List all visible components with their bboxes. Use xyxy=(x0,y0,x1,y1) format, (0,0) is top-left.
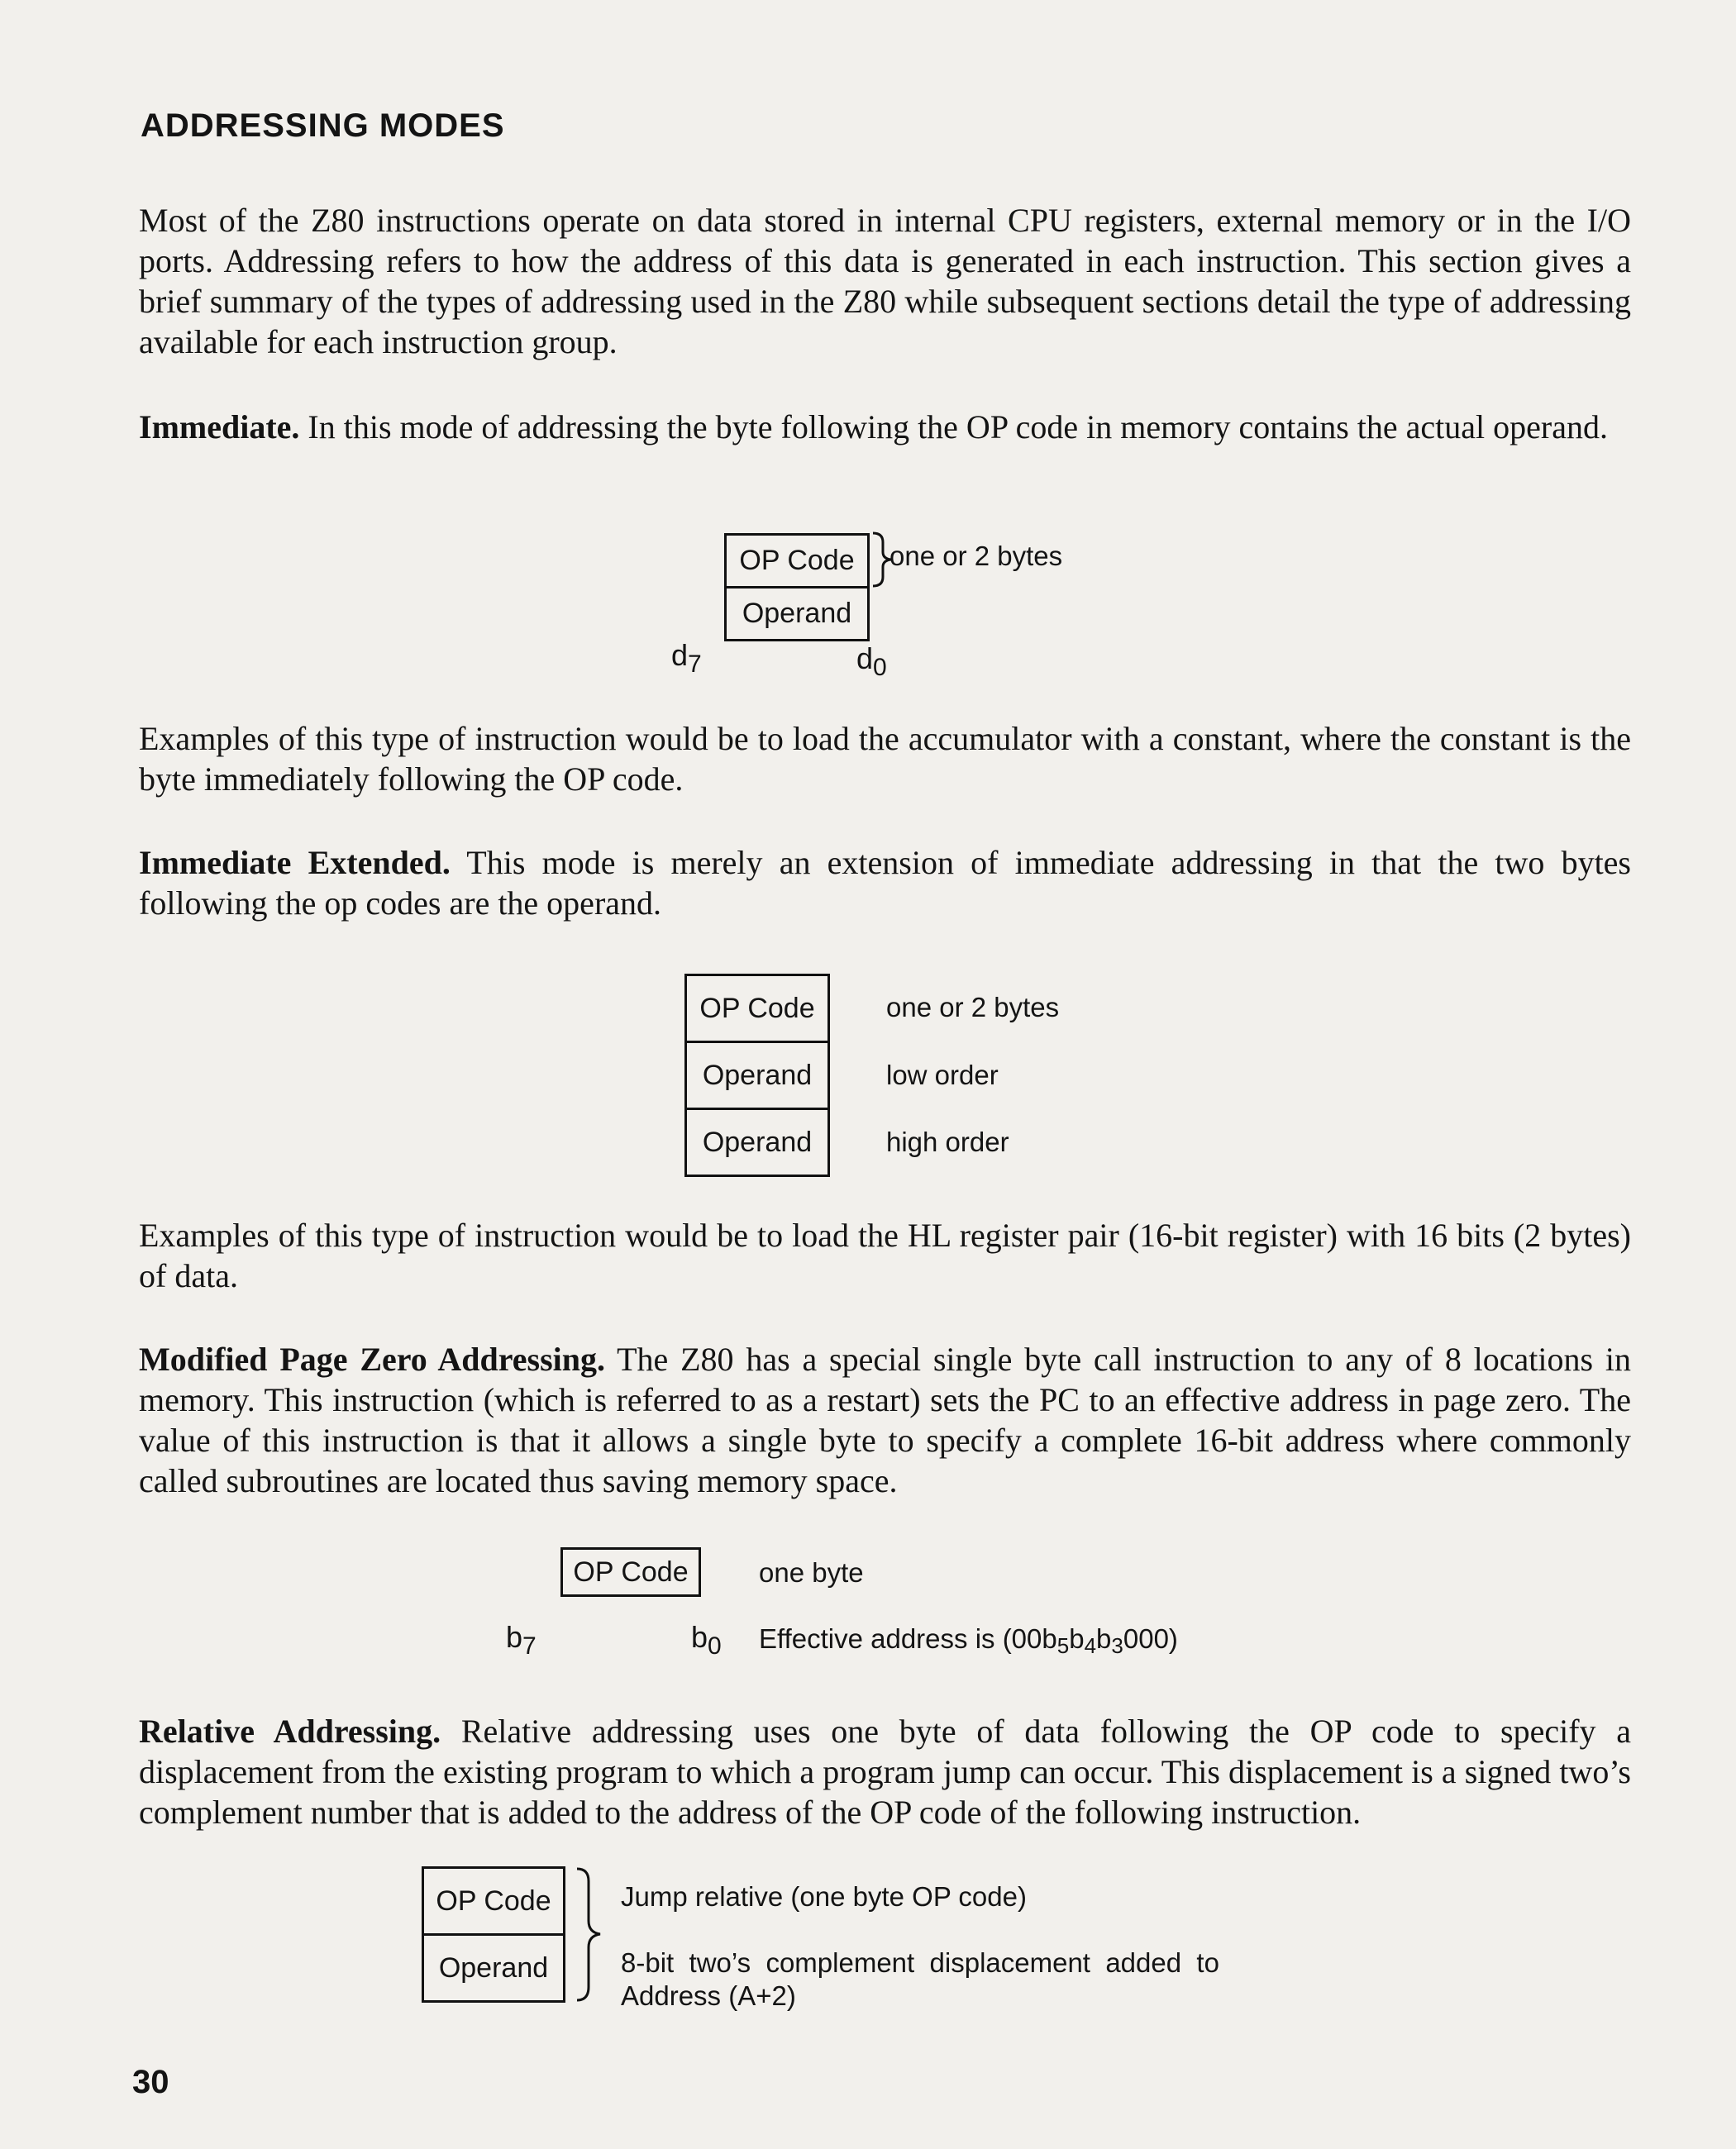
immediate-paragraph xyxy=(139,407,1631,447)
page-zero-bit-right: $b_0$ xyxy=(691,1620,722,1660)
immediate-extended-text: This mode is merely an extension of immediate addressing in that the two bytes following the op codes are the operand. xyxy=(139,844,1632,922)
page-zero-title: Modified Page Zero Addressing. xyxy=(139,1341,606,1378)
page-number: 30 xyxy=(132,2064,169,2100)
immediate-bit-right: $d_0$ xyxy=(856,641,887,681)
page-zero-note-address: Effective address is $(00b_5b_4b_3000)$ xyxy=(759,1623,1178,1658)
immediate-extended-paragraph xyxy=(139,842,1631,923)
intro-paragraph: Most of the Z80 instructions operate on data stored in internal CPU registers, external memory or in the I/O ports. Addressing refers to how the address of this data is generated in each instruction. This section gives a brief summary of the types of addressing used in the Z80 while subsequent sections detail the type of addressing available for each instruction group. xyxy=(139,202,1631,360)
immediate-opcode-box: OP Code xyxy=(724,533,870,588)
relative-opcode-box: OP Code xyxy=(422,1866,565,1936)
relative-title: Relative Addressing. xyxy=(139,1713,441,1750)
page-zero-paragraph xyxy=(139,1339,1631,1501)
immediate-extended-example: Examples of this type of instruction would be to load the HL register pair (16-bit register) with 16 bits (2 bytes) of data. xyxy=(139,1217,1631,1294)
extended-opcode-box: OP Code xyxy=(684,974,830,1043)
page-zero-note-byte: one byte xyxy=(759,1557,864,1588)
relative-operand-box: Operand xyxy=(422,1933,565,2003)
relative-text: Relative addressing uses one byte of data following the OP code to specify a displacement from the existing program to which a program jump can occur. This displacement is a signed two’s complement number that is added to the address of the OP code of the following instruction. xyxy=(139,1713,1632,1831)
relative-note-jump: Jump relative (one byte OP code) xyxy=(621,1881,1027,1912)
immediate-bit-left: $d_7$ xyxy=(671,638,702,678)
extended-operand-low-box: Operand xyxy=(684,1041,830,1110)
immediate-title: Immediate. xyxy=(139,408,300,446)
page-zero-opcode-box: OP Code xyxy=(560,1547,701,1597)
relative-paragraph xyxy=(139,1711,1631,1832)
relative-note-displacement: 8-bit two’s complement displacement added to xyxy=(621,1947,1219,1978)
immediate-operand-box: Operand xyxy=(724,586,870,641)
page-zero-bit-left: $b_7$ xyxy=(506,1620,537,1660)
section-heading: ADDRESSING MODES xyxy=(141,107,505,144)
immediate-text: In this mode of addressing the byte following the OP code in memory contains the actual operand. xyxy=(299,408,1608,446)
relative-brace-icon xyxy=(575,1866,603,2003)
immediate-extended-title: Immediate Extended. xyxy=(139,844,451,881)
page-zero-text: The Z80 has a special single byte call instruction to any of 8 locations in memory. This instruction (which is referred to as a restart) sets the PC to an effective address in page zero. The value of this instruction is that it allows a single byte to specify a complete 16-bit address where commonly called subroutines are located thus saving memory space. xyxy=(139,1341,1631,1499)
relative-note-address: Address (A+2) xyxy=(621,1980,796,2011)
immediate-example: Examples of this type of instruction would be to load the accumulator with a constant, where the constant is the byte immediately following the OP code. xyxy=(139,720,1631,798)
extended-note-high: high order xyxy=(886,1127,1009,1157)
extended-note-opcode: one or 2 bytes xyxy=(886,992,1060,1022)
extended-note-low: low order xyxy=(886,1060,999,1090)
immediate-note: one or 2 bytes xyxy=(889,541,1063,571)
extended-operand-high-box: Operand xyxy=(684,1108,830,1177)
